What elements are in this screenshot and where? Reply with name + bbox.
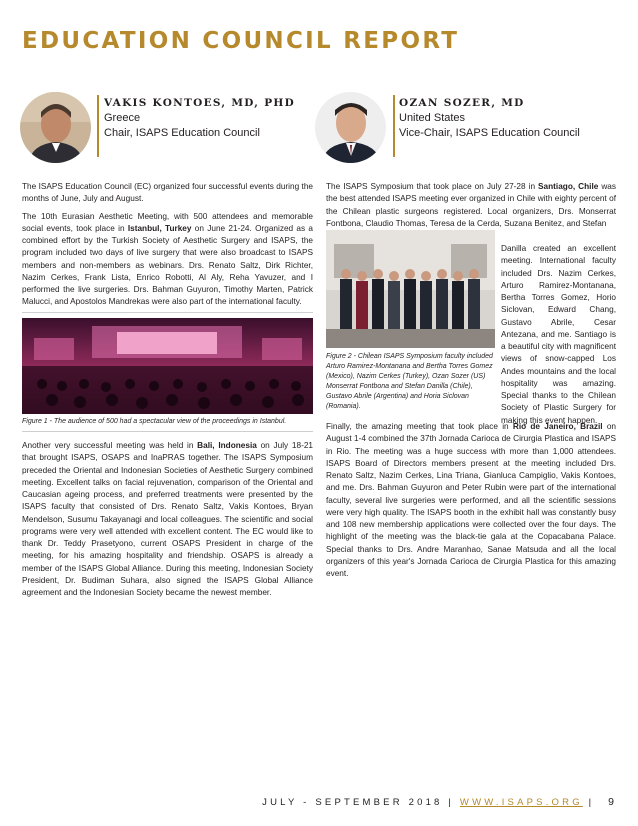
figure-2-caption: Figure 2 - Chilean ISAPS Symposium faculty included Arturo Ramirez-Montanana and Bertha Torres Gomez (Mexico), Nazim Cerkes (Turkey), Ozan Sozer (US) Monserrat Fontbona and Stefan Danilla (Chile), Gustavo Abrile (Argentina) and Horia Siclovan (Romania). [326,353,493,410]
footer-separator: | [588,797,595,808]
figure-1-photo [22,318,313,414]
paragraph: Danilla created an excellent meeting. International faculty included Drs. Nazim Cerkes, Arturo Ramirez-Montanana, Bertha Torres Gomez, Horio Siclovan, Edward Chang, Gustavo Abrile, Cesar Antezana, and me. Santiago is a beautiful city with magnificent views of snow-capped Los Andes mountains and the local hospitality was amazing. Special thanks to the Chilean Society of Plastic Surgery for making this event happen. [501,244,616,425]
text-run: on June 21-24. Organized as a combined effort by the Turkish Society of Aesthetic Surgery and ISAPS, the program included two days of live surgery that were also broadcast to ISAPS members and non-members as webinars. Drs. Renato Saltz, Dirk Richter, Nazim Cerkes, Frank Lista, Enrico Robotti, Al Aly, Reha Yavuzer, and I performed the live surgeries. Drs. Bahman Guyuron, Timothy Marten, Patrick Malucci, and Apostolos Mandrekas were also part of the international faculty. [22,223,314,307]
author-info [104,95,295,141]
location-bold: Rio de Janeiro, Brazil [512,422,603,431]
author-vakis-kontoes [20,92,320,164]
paragraph [22,211,313,309]
footer-separator: | [448,797,455,808]
text-run: on August 1-4 combined the 37th Jornada Carioca de Cirurgia Plastica and ISAPS in Rio. The meeting was a huge success with more than 1,000 attendees. ISAPS Board of Directors members present at the meeting included Drs. Renato Saltz, Nazim Cerkes, Lina Triana, Gianluca Campiglio, Vakis Kontoes, and me. Drs. Bahman Guyuron and Peter Rubin were part of the international faculty, several live surgeries were performed, and all the scientific sessions were very high quality. The ISAPS booth in the exhibit hall was constantly busy and 108 new membership applications were collected over the four days. The highlight of the meeting was the black-tie gala at the Copacabana Palace. Special thanks to Drs. Andre Maranhao, Sanae Matsuda and all the local organizers of this year's Jornada Carioca de Cirurgia Plastica for this amazing event. [326,422,617,578]
text-run: The 10th Eurasian Aesthetic Meeting, with 500 attendees and memorable social events, took place in [22,211,313,233]
left-column-intro [22,181,313,314]
paragraph [22,440,313,599]
location-bold: Santiago, Chile [538,182,599,191]
right-column-rio [326,421,616,585]
left-column-bali [22,440,313,604]
divider-line [22,431,313,432]
author-role: Chair, ISAPS Education Council [104,127,260,139]
right-column-side-text [501,243,616,432]
author-divider [97,95,99,157]
right-column-santiago [326,181,616,230]
figure-2-photo [326,230,495,348]
location-bold: Bali, Indonesia [197,441,257,450]
author-role: Vice-Chair, ISAPS Education Council [399,127,580,139]
page-number: 9 [608,796,614,808]
text-run: on July 18-21 that brought ISAPS, OSAPS and InaPRAS together. The ISAPS Symposium preceded the Oriental and Indonesian Societies of Aesthetic Surgery combined meeting. Excellent talks on facial rejuvenation, comparison of the Oriental and Caucasian ageing process, and preferred treatments were presented by the ISAPS faculty that consisted of Drs. Renato Saltz, Vakis Kontoes, Bryan Mendelson, Susumu Takayanagi and local colleagues. The scientific and social programs were very well attended with excellent content. The EC would like to thank Dr. Teddy Prasetyono, current OSAPS President in charge of the meeting, for his amazing hospitality and friendship. OSAPS is already a member of the ISAPS Global Alliance. During this meeting, Indonesian Society President, Dr. Budiman Suhara, also signed the ISAPS Global Alliance agreement and the Indonesian Society became the newest member. [22,441,313,597]
author-ozan-sozer [315,92,615,164]
author-divider [393,95,395,157]
issue-date: JULY - SEPTEMBER 2018 [262,797,443,808]
page-title: EDUCATION COUNCIL REPORT [22,28,460,54]
paragraph: The ISAPS Education Council (EC) organized four successful events during the months of June, July and August. [22,182,313,204]
location-bold: Istanbul, Turkey [127,223,192,233]
paragraph [326,421,616,580]
author-info [399,95,580,141]
author-country: United States [399,112,466,124]
author-name: VAKIS KONTOES, MD, PHD [104,97,296,109]
page-footer [262,796,614,808]
website-link[interactable]: WWW.ISAPS.ORG [459,797,583,808]
paragraph [326,181,616,230]
portrait-photo-ozan-sozer [315,92,386,163]
divider-line [22,312,313,313]
text-run: Finally, the amazing meeting that took place in [326,422,513,431]
portrait-photo-vakis-kontoes [20,92,91,163]
figure-1-caption: Figure 1 - The audience of 500 had a spectacular view of the proceedings in Istanbul. [22,418,287,425]
text-run: was the best attended ISAPS meeting ever organized in Chile with eighty percent of the Chilean plastic surgeons registered. Local organizers, Drs. Monserrat Fontbona, Claudio Thomas, Teresa de la Cerda, Suzana Benitez, and Stefan [326,182,616,228]
author-country: Greece [104,112,141,124]
author-name: OZAN SOZER, MD [399,97,525,109]
text-run: Another very successful meeting was held in [22,441,198,450]
text-run: The ISAPS Symposium that took place on July 27-28 in [326,182,539,191]
